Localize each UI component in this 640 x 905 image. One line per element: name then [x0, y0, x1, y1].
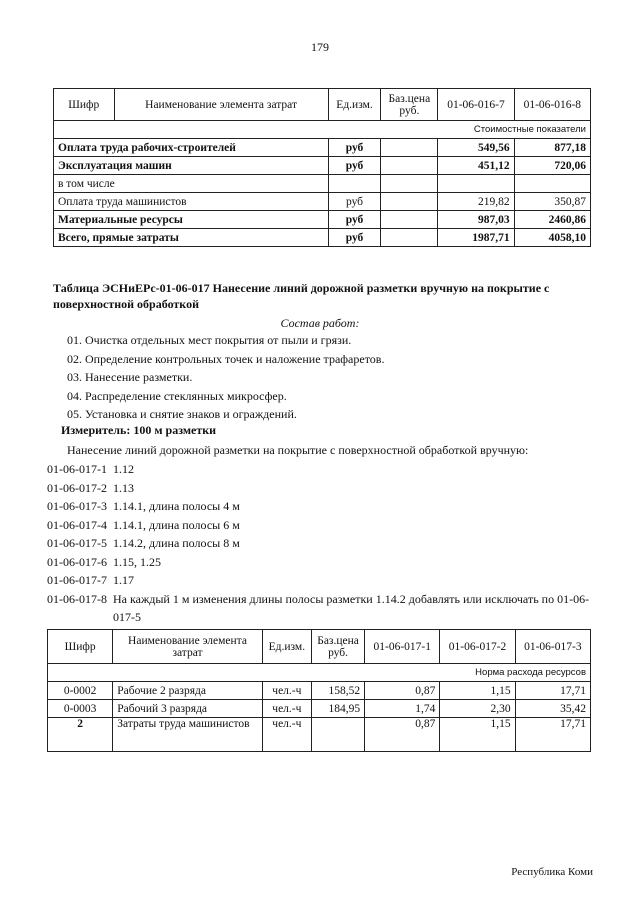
subheader: Стоимостные показатели [54, 121, 591, 139]
table-header-row [48, 630, 591, 664]
code-desc: 1.17 [113, 573, 134, 587]
page-number: 179 [311, 40, 329, 54]
row-price [381, 211, 438, 229]
code: 01-06-017-3 [47, 499, 107, 513]
code-desc: 1.12 [113, 462, 134, 476]
table-header-row [54, 89, 591, 121]
code-desc: 1.14.2, длина полосы 8 м [113, 536, 240, 550]
table-row [54, 211, 591, 229]
code-row [47, 553, 597, 572]
code-row [47, 534, 597, 553]
row-v2: 2460,86 [514, 211, 590, 229]
row-v1: 1,74 [365, 700, 440, 718]
table-row [48, 718, 591, 752]
resource-table [47, 629, 591, 752]
table-row [48, 700, 591, 718]
header-code: Шифр [48, 630, 113, 664]
header-price: Баз.цена руб. [311, 630, 364, 664]
row-price [381, 157, 438, 175]
row-v2 [514, 175, 590, 193]
row-unit: руб [328, 229, 381, 247]
codes-intro: Нанесение линий дорожной разметки на покрытие с поверхностной обработкой вручную: [67, 443, 529, 457]
row-v2: 350,87 [514, 193, 590, 211]
row-v3: 17,71 [515, 682, 590, 700]
code: 01-06-017-5 [47, 536, 107, 550]
row-v2: 1,15 [440, 682, 515, 700]
row-code: 0-0002 [48, 682, 113, 700]
code-row [47, 460, 597, 479]
works-list [67, 331, 384, 424]
code-desc: 1.13 [113, 480, 134, 495]
row-v3: 17,71 [515, 718, 590, 752]
table-row [48, 682, 591, 700]
code: 01-06-017-1 [47, 462, 107, 476]
row-name: Всего, прямые затраты [54, 229, 329, 247]
row-v1: 987,03 [438, 211, 514, 229]
row-price: 184,95 [311, 700, 364, 718]
list-item: 05. Установка и снятие знаков и ограждений. [67, 407, 297, 421]
row-name: Эксплуатация машин [54, 157, 329, 175]
table-row [54, 229, 591, 247]
header-col1: 01-06-016-7 [438, 89, 514, 121]
row-name: Затраты труда машинистов [113, 718, 263, 752]
row-v2: 720,06 [514, 157, 590, 175]
row-price [381, 175, 438, 193]
works-title: Состав работ: [280, 316, 360, 330]
header-col2: 01-06-017-2 [440, 630, 515, 664]
row-unit: руб [328, 193, 381, 211]
code-row [47, 590, 597, 627]
row-price [381, 139, 438, 157]
row-unit: руб [328, 157, 381, 175]
row-name: Оплата труда рабочих-строителей [54, 139, 329, 157]
row-v1 [438, 175, 514, 193]
row-v1: 0,87 [365, 718, 440, 752]
row-price [311, 718, 364, 752]
row-v3: 35,42 [515, 700, 590, 718]
list-item: 04. Распределение стеклянных микросфер. [67, 388, 287, 403]
row-v2: 4058,10 [514, 229, 590, 247]
row-unit: чел.-ч [262, 718, 311, 752]
row-name: в том числе [54, 175, 329, 193]
code: 01-06-017-7 [47, 573, 107, 587]
row-name: Оплата труда машинистов [54, 193, 329, 211]
row-unit: руб [328, 211, 381, 229]
header-col3: 01-06-017-3 [515, 630, 590, 664]
code-desc: 1.14.1, длина полосы 6 м [113, 517, 240, 532]
row-unit: чел.-ч [262, 700, 311, 718]
code: 01-06-017-8 [47, 591, 107, 606]
row-unit: руб [328, 139, 381, 157]
measure-unit: Измеритель: 100 м разметки [61, 423, 217, 437]
header-unit: Ед.изм. [328, 89, 381, 121]
list-item: 03. Нанесение разметки. [67, 370, 193, 384]
row-unit [328, 175, 381, 193]
code-row [47, 497, 597, 516]
cost-table [53, 88, 591, 247]
codes-list [47, 460, 597, 627]
row-code: 2 [48, 718, 113, 752]
table-row [54, 139, 591, 157]
list-item: 02. Определение контрольных точек и наложение трафаретов. [67, 351, 385, 366]
row-v2: 1,15 [440, 718, 515, 752]
code-row [47, 479, 597, 498]
code: 01-06-017-4 [47, 517, 107, 532]
code: 01-06-017-6 [47, 554, 107, 569]
row-price: 158,52 [311, 682, 364, 700]
row-name: Рабочий 3 разряда [113, 700, 263, 718]
header-code: Шифр [54, 89, 115, 121]
code: 01-06-017-2 [47, 480, 107, 495]
subheader-row [48, 664, 591, 682]
row-v1: 219,82 [438, 193, 514, 211]
code-desc: На каждый 1 м изменения длины полосы разметки 1.14.2 добавлять или исключать по 01-06-017-5 [113, 591, 590, 624]
footer-region: Республика Коми [511, 866, 593, 878]
header-col2: 01-06-016-8 [514, 89, 590, 121]
list-item: 01. Очистка отдельных мест покрытия от пыли и грязи. [67, 333, 352, 347]
subheader-row [54, 121, 591, 139]
table-row [54, 193, 591, 211]
row-price [381, 229, 438, 247]
header-col1: 01-06-017-1 [365, 630, 440, 664]
code-desc: 1.14.1, длина полосы 4 м [113, 499, 240, 513]
row-v1: 1987,71 [438, 229, 514, 247]
row-name: Материальные ресурсы [54, 211, 329, 229]
row-code: 0-0003 [48, 700, 113, 718]
code-row [47, 516, 597, 535]
row-v2: 877,18 [514, 139, 590, 157]
row-price [381, 193, 438, 211]
header-price: Баз.цена руб. [381, 89, 438, 121]
code-desc: 1.15, 1.25 [113, 554, 161, 569]
row-v1: 0,87 [365, 682, 440, 700]
subheader: Норма расхода ресурсов [48, 664, 591, 682]
header-unit: Ед.изм. [262, 630, 311, 664]
row-name: Рабочие 2 разряда [113, 682, 263, 700]
row-v2: 2,30 [440, 700, 515, 718]
header-name: Наименование элемента затрат [114, 89, 328, 121]
row-v1: 549,56 [438, 139, 514, 157]
row-unit: чел.-ч [262, 682, 311, 700]
header-name: Наименование элемента затрат [113, 630, 263, 664]
table-caption: Таблица ЭСНиЕРс-01-06-017 Нанесение линий дорожной разметки вручную на покрытие с поверхностной обработкой [53, 281, 550, 311]
row-v1: 451,12 [438, 157, 514, 175]
code-row [47, 571, 597, 590]
table-row [54, 157, 591, 175]
table-row [54, 175, 591, 193]
